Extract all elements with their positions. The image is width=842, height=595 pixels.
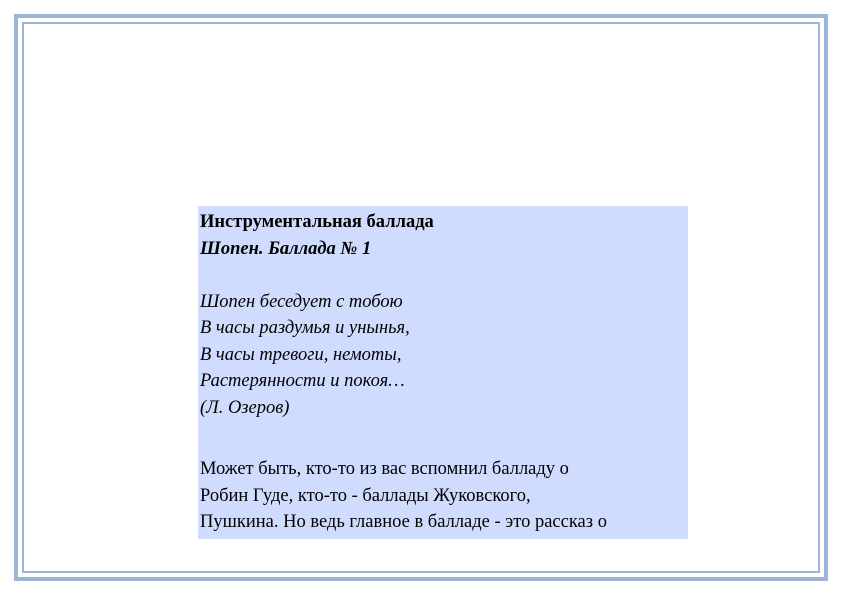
slide-subheading: Шопен. Баллада № 1 bbox=[200, 238, 372, 259]
poem-line: Шопен беседует с тобою bbox=[200, 291, 403, 312]
slide-heading: Инструментальная баллада bbox=[200, 212, 434, 232]
paragraph-line: Робин Гуде, кто-то - баллады Жуковского, bbox=[200, 485, 531, 506]
poem-line: В часы раздумья и унынья, bbox=[200, 318, 410, 338]
poem-line: В часы тревоги, немоты, bbox=[200, 344, 402, 365]
spacer bbox=[200, 421, 688, 456]
text-box bbox=[198, 206, 688, 539]
poem-line: Растерянности и покоя… bbox=[200, 371, 405, 391]
spacer bbox=[200, 262, 688, 289]
poem-author: (Л. Озеров) bbox=[200, 397, 290, 418]
paragraph-line: Может быть, кто-то из вас вспомнил балладу о bbox=[200, 459, 569, 479]
paragraph-line: Пушкина. Но ведь главное в балладе - это рассказ о bbox=[200, 512, 607, 532]
